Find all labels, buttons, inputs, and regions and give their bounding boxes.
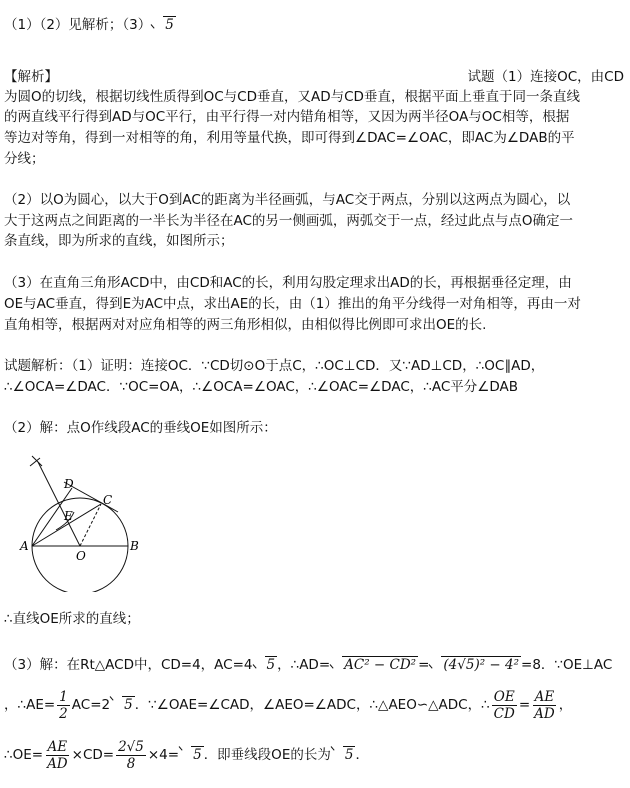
answer-line	[4, 16, 176, 34]
answer-text: （1）（2）见解析；（3）	[4, 17, 152, 33]
p3-line: OE与AC垂直，得到E为AC中点，求出AE的长，由（1）推出的角平分线得一对角相等，再由一对	[4, 296, 581, 312]
p2-line: 大于这两点之间距离的一半长为半径在AC的另一侧画弧，两弧交于一点，经过此点与点O确定一	[4, 213, 574, 229]
s3-line1: （3）解：在Rt△ACD中，CD=4，AC=4 5 ，∴AD= AC² − CD² = (4√5)² − 4² =8．∵OE⊥AC	[4, 657, 613, 673]
p2-line: （2）以O为圆心，以大于O到AC的距离为半径画弧，与AC交于两点，分别以这两点为圆心，以	[4, 192, 571, 208]
s1-line: ∴∠OCA=∠DAC．∵OC=OA，∴∠OCA=∠OAC，∴∠OAC=∠DAC，∴AC平分∠DAB	[4, 379, 519, 395]
label-c: C	[103, 493, 113, 507]
s3-line2: ，∴AE= $\frac{1}{2}$ AC=2 5 ．∵∠OAE=∠CAD，∠AEO=∠ADC，∴△AEO∽△ADC，∴ $\frac{OE}{CD}$ = $\frac{AE}{AD}$ ，	[4, 688, 573, 722]
label-a: A	[20, 539, 29, 553]
p1-line: 等边对等角，得到一对相等的角，利用等量代换，即可得到∠DAC=∠OAC，即AC为∠DAB的平	[4, 130, 575, 146]
geometry-figure	[8, 452, 148, 592]
p3-line: 直角相等，根据两对对应角相等的两三角形相似，由相似得比例即可求出OE的长.	[4, 317, 487, 333]
construction-mark	[30, 456, 42, 466]
s3-line3: ∴OE= $\frac{AE}{AD}$ ×CD= $\frac{2√5}{8}$ ×4= 5 ．即垂线段OE的长为 5 ．	[4, 738, 369, 772]
p1-line: 的两直线平行得到AD与OC平行，由平行得一对内错角相等，又因为两半径OA与OC相等，根据	[4, 109, 570, 125]
p3-line: （3）在直角三角形ACD中，由CD和AC的长，利用勾股定理求出AD的长，再根据垂径定理，由	[4, 275, 572, 291]
label-b: B	[130, 539, 139, 553]
p1-line: 为圆O的切线，根据切线性质得到OC与CD垂直，又AD与CD垂直，根据平面上垂直于同一条直线	[4, 89, 580, 105]
perpendicular-oe	[38, 462, 80, 546]
sqrt-5: 5	[151, 16, 176, 34]
label-d: D	[64, 477, 74, 491]
label-o: O	[76, 549, 86, 563]
s2-conclusion: ∴直线OE所求的直线；	[4, 611, 140, 627]
analysis-title: 【解析】	[4, 69, 58, 85]
p1-line: 分线；	[4, 151, 45, 167]
s2-line: （2）解：点O作线段AC的垂线OE如图所示：	[4, 420, 277, 436]
p2-line: 条直线，即为所求的直线，如图所示；	[4, 233, 234, 249]
analysis-intro: 试题（1）连接OC，由CD	[467, 69, 624, 85]
s1-line: 试题解析：（1）证明：连接OC．∵CD切⊙O于点C，∴OC⊥CD．又∵AD⊥CD，∴OC∥AD，	[4, 358, 545, 374]
label-e: E	[64, 509, 73, 523]
